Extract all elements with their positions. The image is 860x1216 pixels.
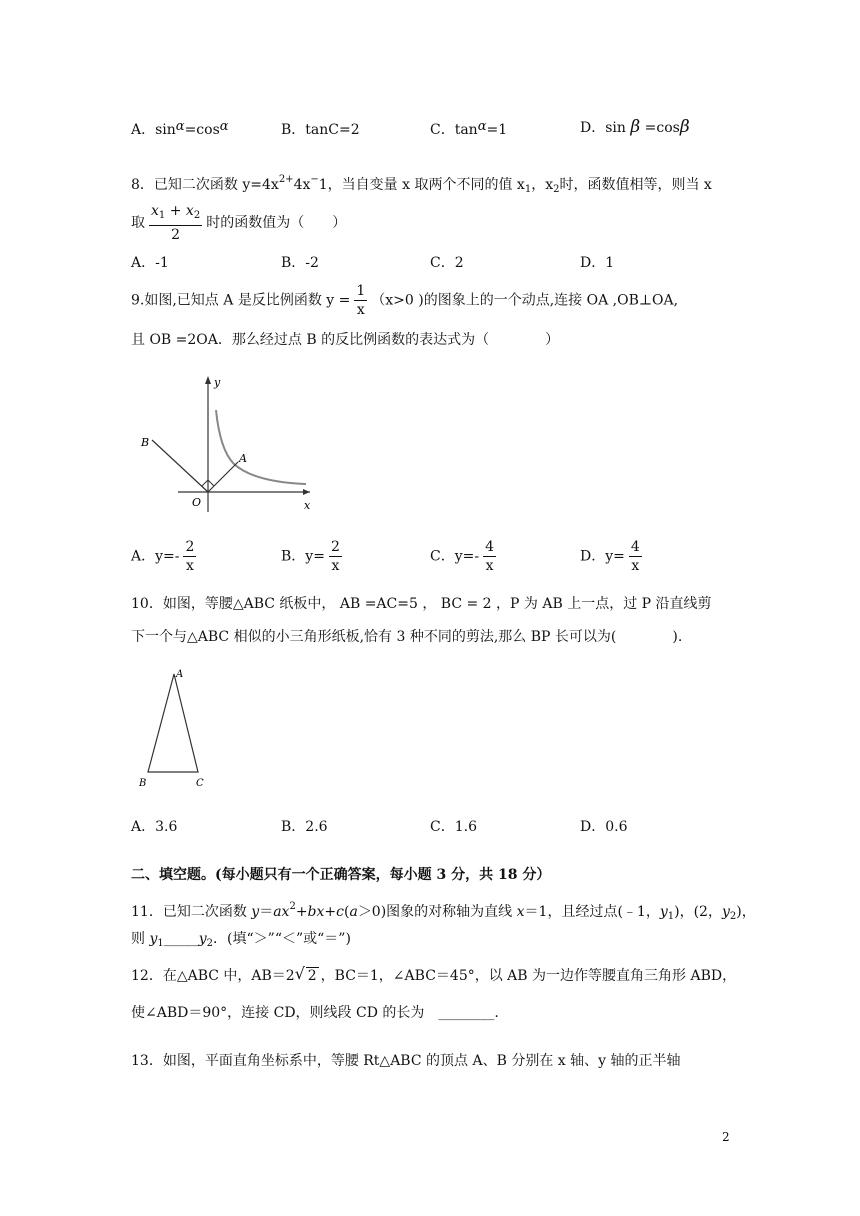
q10-option-b: B．2.6	[281, 819, 328, 835]
q7-option-c: C．tanα=1	[430, 119, 508, 138]
q11-answer-blank: _____	[163, 931, 199, 947]
q8-option-a: A．-1	[131, 255, 169, 271]
q8-option-b: B．-2	[281, 255, 319, 271]
q8-fraction: $\frac{x_1 + x_2}{2}$	[151, 203, 201, 243]
sqrt-symbol: √ 2	[294, 964, 317, 984]
q9-fraction: $\frac{1}{x}$	[356, 283, 366, 318]
q8-line-1: 8．已知二次函数 $y=4x^{2+}4x^-1$，当自变量 x 取两个不同的值 $x_1$，$x_2$时，函数值相等，则当 x	[131, 174, 712, 195]
label-b: B	[139, 778, 147, 789]
label-a: A	[176, 669, 184, 680]
y-axis-arrow	[205, 376, 211, 384]
q9-line-1: 9.如图,已知点 A 是反比例函数 y = $\frac{1}{x}$ （x>0 )的图象上的一个动点,连接 OA ,OB⊥OA,	[131, 283, 679, 318]
label-b: B	[141, 436, 150, 449]
q10-triangle	[134, 664, 214, 794]
q8-line-2: 取 $\frac{x_1 + x_2}{2}$ 时的函数值为（ ）	[131, 203, 347, 243]
q10-option-d: D．0.6	[580, 819, 628, 835]
segment-oa	[208, 462, 238, 492]
q12-line-1: 12．在△ABC 中，AB＝2 √ 2 ，BC＝1，∠ABC＝45°，以 AB 为一边作等腰直角三角形 ABD，	[131, 964, 737, 984]
q9-option-b: B．y= $\frac{2}{x}$	[281, 539, 340, 574]
q9-line-2: 且 OB =2OA．那么经过点 B 的反比例函数的表达式为（ ）	[131, 332, 560, 348]
q7-option-a: A．sinα=cosα	[131, 119, 229, 138]
label-x: x	[304, 499, 311, 512]
label-a: A	[239, 452, 247, 465]
q13-line-1: 13．如图，平面直角坐标系中，等腰 Rt△ABC 的顶点 A、B 分别在 x 轴、y 轴的正半轴	[131, 1053, 681, 1069]
segment-ob	[152, 440, 208, 492]
label-y: y	[214, 376, 221, 389]
q8-option-d: D．1	[580, 255, 615, 271]
x-axis-arrow	[303, 489, 310, 495]
q10-option-a: A．3.6	[131, 819, 178, 835]
q10-option-c: C．1.6	[430, 819, 477, 835]
q10-line-2: 下一个与△ABC 相似的小三角形纸板,恰有 3 种不同的剪法,那么 BP 长可以为( ).	[131, 629, 683, 645]
q11-line-2: 则 $y_1\_\_\_\_\_y_2$．(填“＞”“＜”或“＝”)	[131, 931, 351, 949]
q9-option-c: C．y=- $\frac{4}{x}$	[430, 539, 495, 574]
label-c: C	[196, 778, 204, 789]
q11-line-1: 11．已知二次函数 $y=ax^2+bx+c(a>0)$图象的对称轴为直线 x＝1，且经过点(﹣1，$y_1$)，(2，$y_2$)，	[131, 901, 756, 922]
q7-option-d: D．sin β =cosβ	[580, 117, 690, 137]
q10-line-1: 10．如图，等腰△ABC 纸板中， AB =AC=5 ， BC = 2 ，P 为 AB 上一点，过 P 沿直线剪	[131, 596, 712, 612]
q9-option-a: A．y=- $\frac{2}{x}$	[131, 539, 195, 574]
page-number: 2	[722, 1130, 730, 1144]
q12-line-2: 使∠ABD＝90°，连接 CD，则线段 CD 的长为 ________.	[131, 1005, 499, 1021]
q7-option-b: B．tanC=2	[281, 122, 360, 138]
label-o: O	[192, 496, 202, 509]
hyperbola-curve	[216, 410, 306, 484]
q8-option-c: C．2	[430, 255, 464, 271]
section-2-title: 二、填空题。(每小题只有一个正确答案，每小题 3 分，共 18 分）	[131, 867, 551, 883]
triangle-abc	[148, 674, 198, 772]
q9-graph	[138, 372, 318, 517]
q9-option-d: D．y= $\frac{4}{x}$	[580, 539, 640, 574]
